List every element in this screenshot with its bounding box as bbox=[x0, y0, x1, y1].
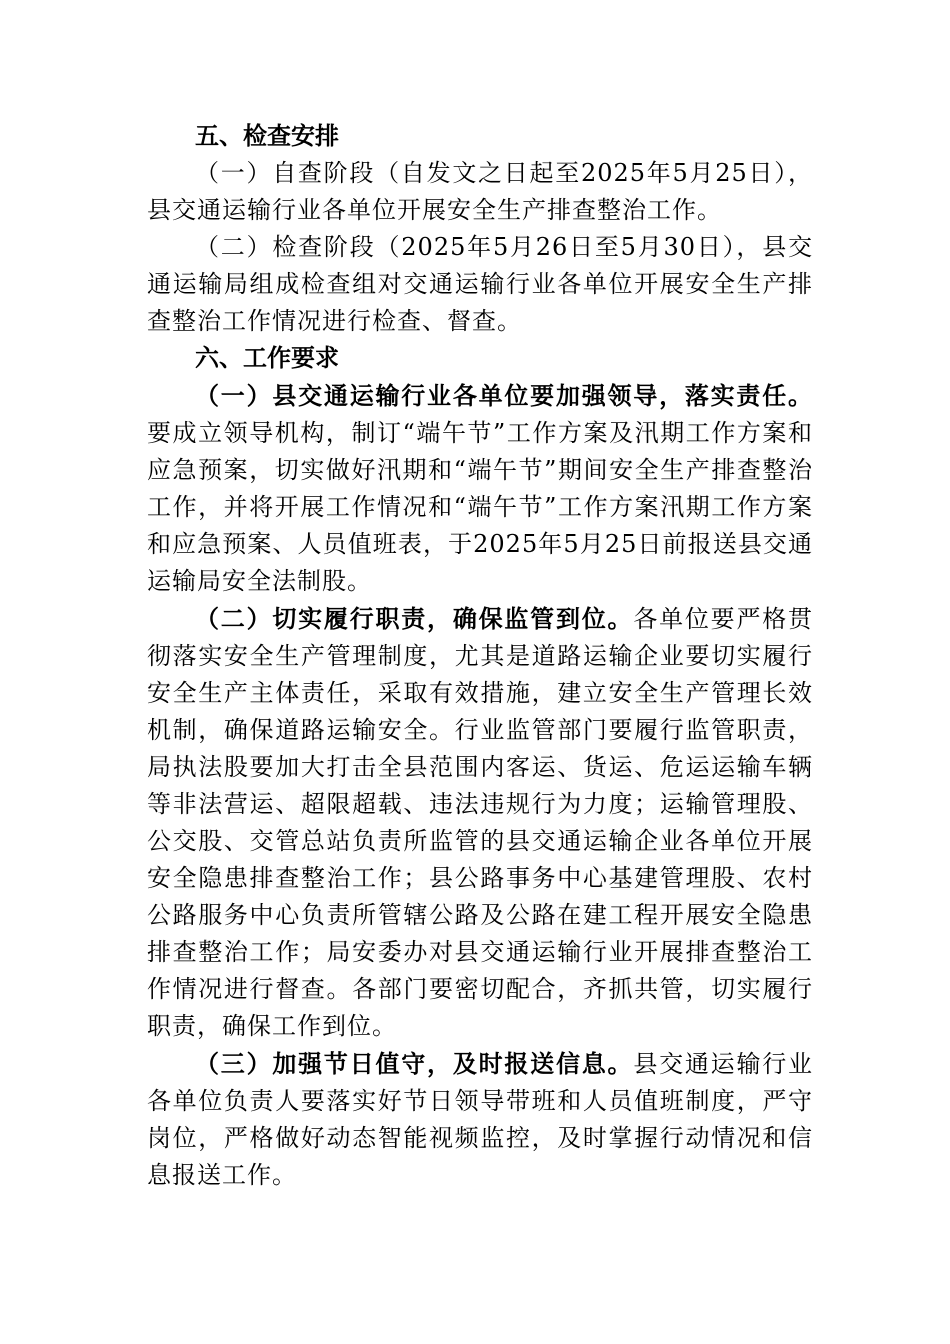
paragraph-requirement-1 bbox=[147, 377, 813, 600]
requirement-2-lead: （二）切实履行职责，确保监管到位。 bbox=[195, 604, 634, 633]
requirement-1-body: 要成立领导机构，制订“端午节”工作方案及汛期工作方案和应急预案，切实做好汛期和“端午节”期间安全生产排查整治工作，并将开展工作情况和“端午节”工作方案汛期工作方案和应急预案、人员值班表，于2025年5月25日前报送县交通运输局安全法制股。 bbox=[147, 419, 813, 595]
requirement-3-lead: （三）加强节日值守，及时报送信息。 bbox=[195, 1049, 634, 1078]
document-page bbox=[147, 118, 813, 1194]
section-heading-work-requirements: 六、工作要求 bbox=[195, 344, 339, 372]
paragraph-requirement-3 bbox=[147, 1045, 813, 1194]
paragraph-self-inspection-stage: （一）自查阶段（自发文之日起至2025年5月25日），县交通运输行业各单位开展安全生产排查整治工作。 bbox=[147, 159, 813, 224]
paragraph-requirement-2 bbox=[147, 600, 813, 1045]
requirement-2-body: 各单位要严格贯彻落实安全生产管理制度，尤其是道路运输企业要切实履行安全生产主体责任，采取有效措施，建立安全生产管理长效机制，确保道路运输安全。行业监管部门要履行监管职责，局执法股要加大打击全县范围内客运、货运、危运运输车辆等非法营运、超限超载、违法违规行为力度；运输管理股、公交股、交管总站负责所监管的县交通运输企业各单位开展安全隐患排查整治工作；县公路事务中心基建管理股、农村公路服务中心负责所管辖公路及公路在建工程开展安全隐患排查整治工作；局安委办对县交通运输行业开展排查整治工作情况进行督查。各部门要密切配合，齐抓共管，切实履行职责，确保工作到位。 bbox=[147, 605, 814, 1040]
requirement-1-lead: （一）县交通运输行业各单位要加强领导，落实责任。 bbox=[195, 381, 813, 410]
paragraph-inspection-stage: （二）检查阶段（2025年5月26日至5月30日），县交通运输局组成检查组对交通运输行业各单位开展安全生产排查整治工作情况进行检查、督查。 bbox=[147, 233, 813, 335]
requirement-3-body: 县交通运输行业各单位负责人要落实好节日领导带班和人员值班制度，严守岗位，严格做好动态智能视频监控，及时掌握行动情况和信息报送工作。 bbox=[147, 1050, 814, 1189]
section-heading-inspection-arrangement: 五、检查安排 bbox=[195, 122, 339, 150]
